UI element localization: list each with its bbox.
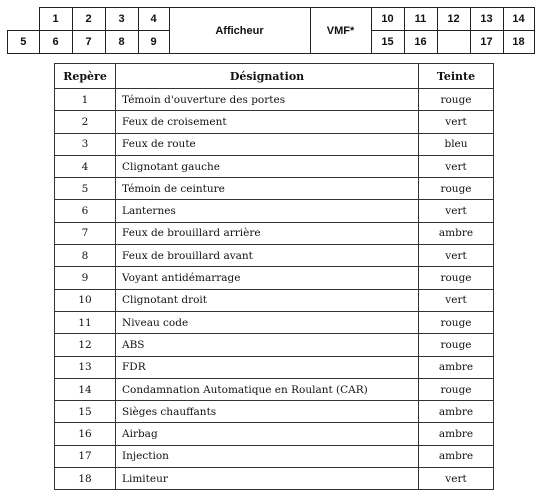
layout-cell: 17: [470, 31, 503, 54]
row-teinte: vert: [419, 200, 494, 222]
row-repere: 15: [55, 401, 116, 423]
header-designation: Désignation: [116, 64, 419, 89]
table-row: [55, 89, 494, 111]
layout-cell: 8: [105, 31, 138, 54]
row-teinte: ambre: [419, 356, 494, 378]
row-teinte: vert: [419, 245, 494, 267]
table-row: [55, 155, 494, 177]
layout-cell: 16: [404, 31, 437, 54]
row-teinte: rouge: [419, 378, 494, 400]
row-repere: 5: [55, 178, 116, 200]
layout-cell: [437, 31, 470, 54]
row-repere: 2: [55, 111, 116, 133]
row-designation: Feux de croisement: [116, 111, 419, 133]
row-repere: 16: [55, 423, 116, 445]
row-repere: 13: [55, 356, 116, 378]
table-row: [55, 245, 494, 267]
row-teinte: rouge: [419, 267, 494, 289]
table-row: [55, 311, 494, 333]
row-teinte: rouge: [419, 178, 494, 200]
row-designation: ABS: [116, 334, 419, 356]
table-row: [55, 378, 494, 400]
row-repere: 14: [55, 378, 116, 400]
layout-cell: 15: [371, 31, 404, 54]
row-repere: 1: [55, 89, 116, 111]
layout-blank-cell: [8, 8, 40, 31]
vmf-cell: VMF*: [310, 8, 371, 54]
row-designation: Condamnation Automatique en Roulant (CAR): [116, 378, 419, 400]
table-row: [55, 468, 494, 490]
row-designation: Lanternes: [116, 200, 419, 222]
table-row: [55, 222, 494, 244]
layout-cell: 2: [72, 8, 105, 31]
row-designation: Feux de route: [116, 133, 419, 155]
row-designation: Limiteur: [116, 468, 419, 490]
row-repere: 18: [55, 468, 116, 490]
row-designation: Injection: [116, 445, 419, 467]
row-repere: 3: [55, 133, 116, 155]
row-teinte: ambre: [419, 423, 494, 445]
row-teinte: ambre: [419, 222, 494, 244]
row-repere: 10: [55, 289, 116, 311]
table-row: [55, 289, 494, 311]
row-teinte: vert: [419, 468, 494, 490]
table-row: [55, 178, 494, 200]
row-repere: 9: [55, 267, 116, 289]
row-teinte: vert: [419, 289, 494, 311]
row-repere: 11: [55, 311, 116, 333]
row-repere: 6: [55, 200, 116, 222]
row-designation: Témoin de ceinture: [116, 178, 419, 200]
row-teinte: rouge: [419, 334, 494, 356]
layout-cell: 9: [138, 31, 169, 54]
row-teinte: ambre: [419, 401, 494, 423]
row-designation: Feux de brouillard arrière: [116, 222, 419, 244]
indicator-table: [54, 63, 494, 490]
row-designation: Niveau code: [116, 311, 419, 333]
header-teinte: Teinte: [419, 64, 494, 89]
layout-row-top: [8, 8, 535, 31]
table-row: [55, 111, 494, 133]
layout-cell: 3: [105, 8, 138, 31]
layout-cell: 1: [39, 8, 72, 31]
row-designation: Clignotant gauche: [116, 155, 419, 177]
row-designation: Clignotant droit: [116, 289, 419, 311]
row-designation: FDR: [116, 356, 419, 378]
row-teinte: bleu: [419, 133, 494, 155]
header-repere: Repère: [55, 64, 116, 89]
row-repere: 12: [55, 334, 116, 356]
layout-cell: 6: [39, 31, 72, 54]
layout-cell: 18: [503, 31, 534, 54]
afficheur-cell: Afficheur: [169, 8, 310, 54]
table-row: [55, 423, 494, 445]
table-row: [55, 133, 494, 155]
layout-cell: 11: [404, 8, 437, 31]
row-designation: Airbag: [116, 423, 419, 445]
table-row: [55, 401, 494, 423]
table-row: [55, 267, 494, 289]
table-header-row: [55, 64, 494, 89]
layout-cell: 13: [470, 8, 503, 31]
row-teinte: vert: [419, 111, 494, 133]
table-row: [55, 334, 494, 356]
row-teinte: vert: [419, 155, 494, 177]
row-designation: Témoin d'ouverture des portes: [116, 89, 419, 111]
display-layout-table: [7, 7, 535, 54]
row-designation: Feux de brouillard avant: [116, 245, 419, 267]
row-teinte: rouge: [419, 311, 494, 333]
row-repere: 8: [55, 245, 116, 267]
table-row: [55, 200, 494, 222]
layout-cell: 14: [503, 8, 534, 31]
layout-cell: 7: [72, 31, 105, 54]
row-teinte: ambre: [419, 445, 494, 467]
layout-cell: 5: [8, 31, 40, 54]
row-designation: Voyant antidémarrage: [116, 267, 419, 289]
row-repere: 4: [55, 155, 116, 177]
layout-cell: 10: [371, 8, 404, 31]
layout-cell: 12: [437, 8, 470, 31]
row-repere: 17: [55, 445, 116, 467]
row-designation: Sièges chauffants: [116, 401, 419, 423]
row-repere: 7: [55, 222, 116, 244]
layout-cell: 4: [138, 8, 169, 31]
table-row: [55, 356, 494, 378]
table-row: [55, 445, 494, 467]
row-teinte: rouge: [419, 89, 494, 111]
